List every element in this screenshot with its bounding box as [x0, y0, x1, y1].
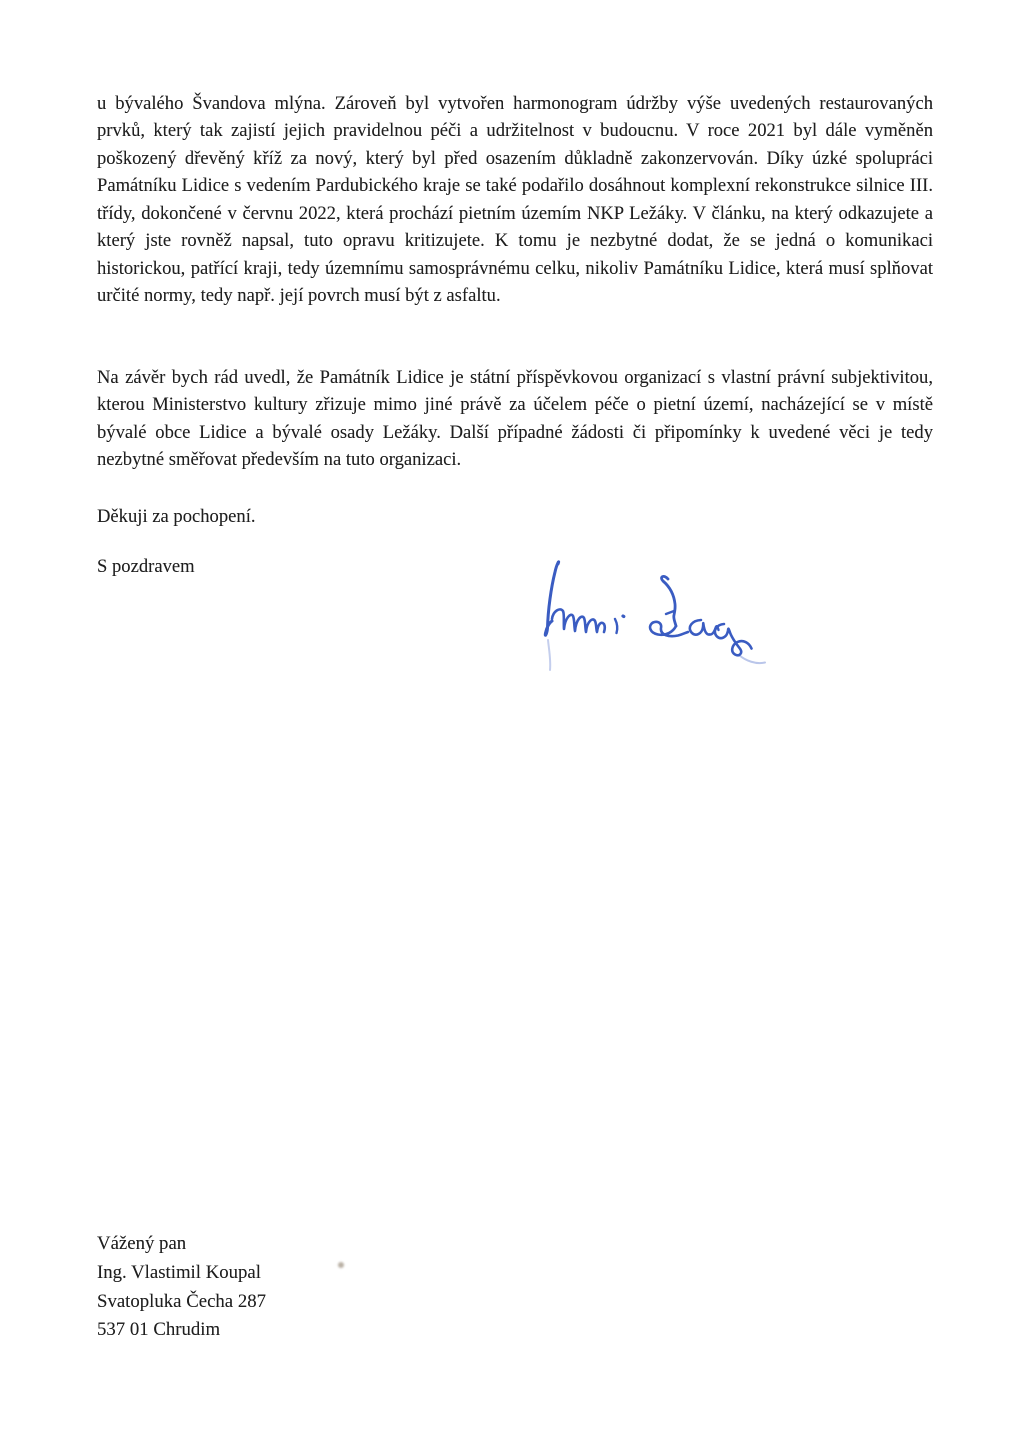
- body-paragraph-2: Na závěr bych rád uvedl, že Památník Lidice je státní příspěvkovou organizací s vlastní právní subjektivitou, kterou Ministerstvo kultury zřizuje mimo jiné právě za účelem péče o pietní území, nacházející se v místě bývalé obce Lidice a bývalé osady Ležáky. Další případné žádosti či připomínky k uvedené věci je tedy nezbytné směřovat především na tuto organizaci.: [97, 367, 933, 471]
- closing-line: Děkuji za pochopení.: [97, 506, 256, 527]
- scan-artifact-dot: [338, 1262, 344, 1268]
- signoff-line: S pozdravem: [97, 556, 195, 577]
- recipient-street: Svatopluka Čecha 287: [97, 1290, 266, 1312]
- recipient-salutation: Vážený pan: [97, 1233, 187, 1254]
- recipient-city: 537 01 Chrudim: [97, 1319, 221, 1341]
- signature-ink-icon: [520, 550, 770, 700]
- recipient-address-block: [97, 1230, 266, 1345]
- body-paragraph-1: u bývalého Švandova mlýna. Zároveň byl vytvořen harmonogram údržby výše uvedených restaurovaných prvků, který tak zajistí jejich pravidelnou péči a udržitelnost v budoucnu. V roce 2021 byl dále vyměněn poškozený dřevěný kříž za nový, který byl před osazením důkladně zakonzervován. Díky úzké spolupráci Památníku Lidice s vedením Pardubického kraje se také podařilo dosáhnout komplexní rekonstrukce silnice III. třídy, dokončené v červnu 2022, která prochází pietním územím NKP Ležáky. V článku, na který odkazujete a který jste rovněž napsal, tuto opravu kritizujete. K tomu je nezbytné dodat, že se jedná o komunikaci historickou, patřící kraji, tedy územnímu samosprávnému celku, nikoliv Památníku Lidice, která musí splňovat určité normy, tedy např. její povrch musí být z asfaltu.: [97, 93, 933, 307]
- handwritten-signature: [520, 550, 770, 700]
- recipient-name: Ing. Vlastimil Koupal: [97, 1261, 261, 1283]
